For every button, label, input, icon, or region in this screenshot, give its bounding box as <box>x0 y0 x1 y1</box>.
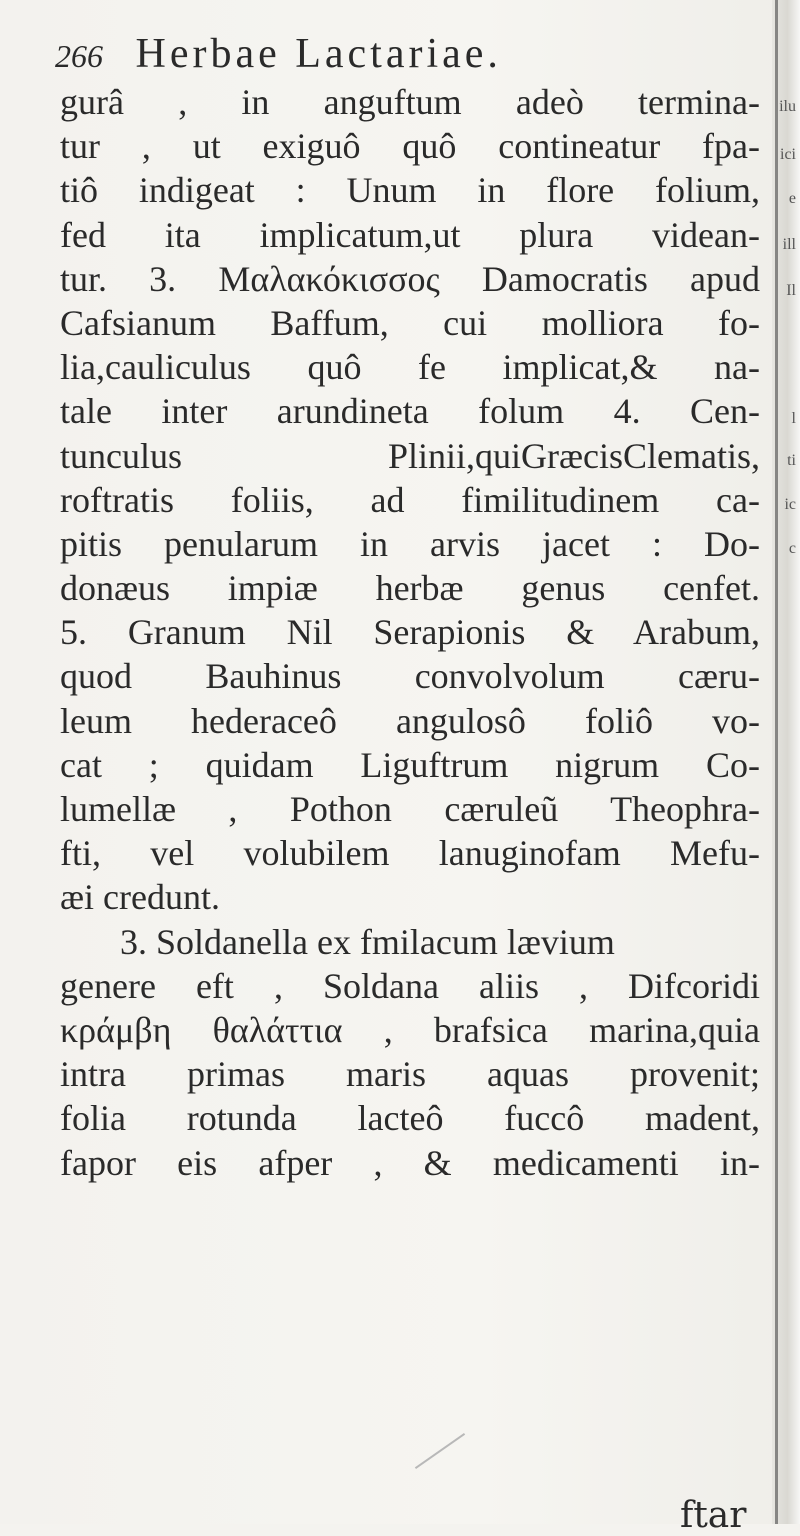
text-line: 5. Granum Nil Serapionis & Arabum, <box>60 612 760 653</box>
gutter-edge-line <box>775 0 778 1524</box>
text-line: tunculus Plinii,quiGræcisClematis, <box>60 435 760 476</box>
text-line: Cafsianum Baffum, cui molliora fo- <box>60 302 760 343</box>
text-line: tale inter arundineta folum 4. Cen- <box>60 391 760 432</box>
text-line: κράμβη θαλάττια , brafsica marina,quia <box>60 1009 760 1050</box>
text-line: lumellæ , Pothon cæruleũ Theophra- <box>60 789 760 829</box>
edge-fragment: ill <box>782 236 796 253</box>
text-line: pitis penularum in arvis jacet : Do- <box>60 523 760 564</box>
text-line: folia rotunda lacteô fuccô madent, <box>60 1098 760 1139</box>
text-line: leum hederaceô angulosô foliô vo- <box>60 700 760 741</box>
text-line: tur. 3. Μαλακόκισσος Damocratis apud <box>60 258 760 299</box>
text-line: fti, vel volubilem lanuginofam Mefu- <box>60 833 760 874</box>
pen-stroke-mark <box>415 1433 465 1469</box>
edge-fragment: ilu <box>779 98 796 115</box>
text-line: tiô indigeat : Unum in flore folium, <box>60 170 760 211</box>
text-line: tur , ut exiguô quô contineatur fpa- <box>60 126 760 167</box>
text-line: gurâ , in anguftum adeò termina- <box>60 82 760 122</box>
catchword: ftar <box>680 1495 747 1536</box>
text-line: cat ; quidam Liguftrum nigrum Co- <box>60 744 760 785</box>
page-header <box>55 30 502 78</box>
edge-fragment: ici <box>780 146 796 163</box>
edge-fragment: ic <box>784 496 796 513</box>
edge-fragment: ti <box>787 452 796 469</box>
text-line: fapor eis afper , & medicamenti in- <box>60 1142 760 1183</box>
text-line: donæus impiæ herbæ genus cenfet. <box>60 568 760 609</box>
text-line: æi credunt. <box>60 877 220 918</box>
body-text <box>60 80 760 1185</box>
text-line: fed ita implicatum,ut plura videan- <box>60 214 760 255</box>
text-line: genere eft , Soldana aliis , Difcoridi <box>60 965 760 1006</box>
edge-fragment: c <box>788 540 796 557</box>
text-line: quod Bauhinus convolvolum cæru- <box>60 656 760 697</box>
edge-fragment: l <box>791 410 796 427</box>
running-title: Herbae Lactariae. <box>135 31 502 77</box>
edge-fragment: Il <box>786 282 796 299</box>
text-line: 3. Soldanella ex fmilacum lævium <box>120 921 615 962</box>
text-line: lia,cauliculus quô fe implicat,& na- <box>60 347 760 388</box>
text-line: roftratis foliis, ad fimilitudinem ca- <box>60 479 760 520</box>
edge-fragment: e <box>788 190 796 207</box>
text-line: intra primas maris aquas provenit; <box>60 1054 760 1095</box>
page-number: 266 <box>55 38 103 74</box>
